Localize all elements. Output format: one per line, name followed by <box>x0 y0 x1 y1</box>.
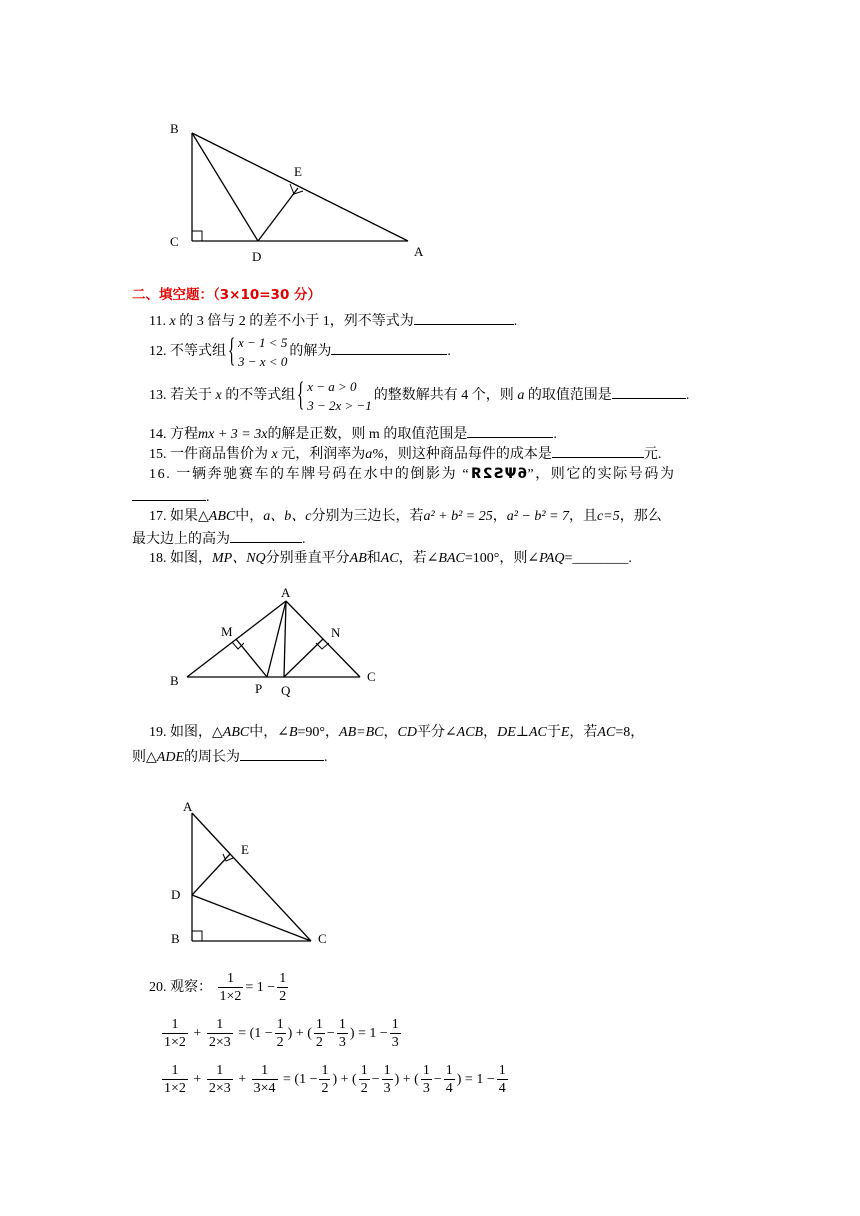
fig3-label-b: B <box>171 931 180 946</box>
q20-l3-close2: ) + ( <box>394 1072 419 1087</box>
fr-den: 2 <box>315 1035 323 1051</box>
fr-num: 1 <box>216 1017 224 1033</box>
q20-l1-half-den: 2 <box>279 989 287 1005</box>
q20-l2-f1 <box>162 1016 188 1051</box>
question-16-line2 <box>132 486 210 507</box>
q17-mid1: 中， <box>235 509 264 524</box>
q13-pre2: 的不等式组 <box>225 388 296 403</box>
q19-mid5: ，若 <box>569 725 598 740</box>
q20-l2-f2 <box>207 1016 233 1051</box>
q19-ac: AC <box>528 725 547 740</box>
fr-den: 2 <box>360 1081 368 1097</box>
q12-pre: 不等式组 <box>170 344 226 359</box>
fig1-label-e: E <box>294 164 302 179</box>
q17-abc: ABC <box>208 509 236 524</box>
fig2-label-p: P <box>255 681 263 696</box>
q19-ade: ADE <box>156 750 184 765</box>
q20-l1-rhs: = 1 − <box>245 980 276 995</box>
fr-num: 1 <box>360 1063 368 1079</box>
question-11 <box>149 310 517 331</box>
q12-answer-blank[interactable] <box>331 340 447 355</box>
q17-line2: 最大边上的高为 <box>132 532 230 547</box>
q20-l2-f3 <box>275 1016 286 1051</box>
question-20-line1 <box>149 966 290 1010</box>
q13-var-x: x <box>215 388 222 403</box>
q16-text: 一辆奔驰赛车的车牌号码在水中的倒影为 “ <box>176 467 471 482</box>
q17-mid4: ，那么 <box>619 509 662 524</box>
q14-end: . <box>553 427 557 442</box>
question-14 <box>149 423 557 444</box>
fr-num: 1 <box>383 1063 391 1079</box>
q17-mid2: 分别为三边长，若 <box>311 509 424 524</box>
q19-ab-bc: AB=BC <box>339 725 384 740</box>
plus-sign: + <box>193 1072 202 1087</box>
q19-end: . <box>324 750 328 765</box>
q20-l1-num: 1 <box>226 971 234 987</box>
q20-l3-f1 <box>162 1062 188 1097</box>
question-20-line3 <box>160 1058 510 1102</box>
fig3-label-c: C <box>318 931 327 946</box>
q13-inequality-system: { x − a > 0 3 − 2x > −1 <box>297 375 372 413</box>
q17-eq2: a² − b² = 7 <box>506 509 570 524</box>
question-16 <box>149 465 676 484</box>
fr-num: 1 <box>261 1063 269 1079</box>
q20-label: 观察： <box>170 980 212 995</box>
q20-l3-f3 <box>252 1062 278 1097</box>
question-18 <box>149 550 632 568</box>
q11-end: . <box>513 314 518 329</box>
q16-end: . <box>206 490 210 505</box>
q14-pre: 方程 <box>170 427 198 442</box>
q11-text: 的 3 倍与 2 的差不小于 1，列不等式为 <box>179 314 414 329</box>
q19-val2: =8， <box>615 725 645 740</box>
q16-answer-blank[interactable] <box>132 486 206 501</box>
fr-den: 3×4 <box>253 1081 276 1097</box>
q20-l3-f7 <box>421 1062 432 1097</box>
q15-end: 元. <box>643 447 662 462</box>
q13-post1: 的整数解共有 4 个，则 <box>373 388 514 403</box>
q20-l1-den: 1×2 <box>219 989 242 1005</box>
q18-val: =100° <box>464 551 500 566</box>
q19-mid1: 中，∠ <box>249 725 289 740</box>
q12-row1: x − 1 < 5 <box>238 334 288 350</box>
q11-number: 11. <box>149 314 166 329</box>
q20-l3-f2 <box>207 1062 233 1097</box>
fr-num: 1 <box>391 1017 399 1033</box>
q12-end: . <box>447 344 451 359</box>
q20-l3-close1: ) + ( <box>332 1072 357 1087</box>
q13-row1: x − a > 0 <box>307 378 357 394</box>
fig1-label-a: A <box>414 244 424 259</box>
question-19-line2 <box>132 746 328 767</box>
fig2-label-q: Q <box>281 683 291 698</box>
fr-num: 1 <box>422 1063 430 1079</box>
q20-l3-eq: = (1 − <box>283 1072 318 1087</box>
q14-answer-blank[interactable] <box>467 423 553 438</box>
q18-pre: 如图， <box>170 551 212 566</box>
q14-number: 14. <box>149 427 167 442</box>
q19-sep: ， <box>383 725 398 740</box>
q19-answer-blank[interactable] <box>240 746 324 761</box>
q11-var-x: x <box>169 314 176 329</box>
q20-l3-f9 <box>497 1062 508 1097</box>
fr-den: 3 <box>391 1035 399 1051</box>
fr-den: 1×2 <box>164 1035 186 1051</box>
q19-line2-post: 的周长为 <box>184 750 240 765</box>
q13-number: 13. <box>149 388 167 403</box>
q18-ab: AB <box>349 551 367 566</box>
q13-var-a: a <box>517 388 525 403</box>
question-13 <box>149 376 689 416</box>
q20-l1-half <box>277 970 288 1005</box>
q20-l3-f6 <box>382 1062 393 1097</box>
fig3-label-d: D <box>171 887 181 902</box>
q20-l2-f4 <box>314 1016 325 1051</box>
q20-l3-f5 <box>359 1062 370 1097</box>
q12-number: 12. <box>149 344 167 359</box>
question-17-line2 <box>132 528 306 549</box>
fig2-label-a: A <box>281 585 291 600</box>
fr-den: 2 <box>321 1081 329 1097</box>
fr-den: 3 <box>383 1081 391 1097</box>
q17-mid3: ，且 <box>569 509 598 524</box>
figure-triangle-bca <box>160 115 440 275</box>
q15-mid2: ，则这种商品每件的成本是 <box>383 447 552 462</box>
q17-end: . <box>302 532 306 547</box>
fr-num: 1 <box>445 1063 453 1079</box>
fr-den: 3 <box>422 1081 430 1097</box>
q12-post: 的解为 <box>289 344 332 359</box>
fig1-label-b: B <box>170 121 179 136</box>
q15-pre: 一件商品售价为 <box>170 447 268 462</box>
q20-l2-eq: = (1 − <box>238 1026 273 1041</box>
q19-de: DE <box>497 725 516 740</box>
q17-sep: ， <box>492 509 507 524</box>
q16-plate-reflection: 6ΨS2Я <box>470 466 528 482</box>
fr-den: 2×3 <box>208 1081 231 1097</box>
q20-l2-close2: ) = 1 − <box>349 1026 388 1041</box>
fr-num: 1 <box>338 1017 346 1033</box>
question-17 <box>149 508 662 526</box>
q19-sep2: ， <box>483 725 498 740</box>
fig3-label-e: E <box>241 842 249 857</box>
minus-sign: − <box>433 1072 442 1087</box>
q17-vars: a、b、c <box>263 509 312 524</box>
q12-row2: 3 − x < 0 <box>238 353 288 369</box>
q19-perp: ⊥ <box>515 725 529 740</box>
fig3-label-a: A <box>183 799 193 814</box>
figure-triangle-abc-bisectors <box>160 585 400 705</box>
section-heading: 二、填空题：（3×10=30 分） <box>132 287 322 303</box>
question-20-line2 <box>160 1012 403 1056</box>
q19-ac8: AC <box>597 725 616 740</box>
fr-num: 1 <box>171 1063 179 1079</box>
q20-l3-close3: ) = 1 − <box>456 1072 495 1087</box>
q16-number: 16. <box>149 467 172 482</box>
q14-post: 的解是正数，则 m 的取值范围是 <box>267 427 468 442</box>
q18-ac: AC <box>380 551 399 566</box>
fig2-label-m: M <box>221 624 233 639</box>
q18-number: 18. <box>149 551 167 566</box>
minus-sign: − <box>326 1026 335 1041</box>
q15-var-a: a% <box>365 447 384 462</box>
q20-l2-f6 <box>390 1016 401 1051</box>
q19-number: 19. <box>149 725 167 740</box>
fr-num: 1 <box>315 1017 323 1033</box>
q19-line2-pre: 则△ <box>132 750 157 765</box>
fig2-label-n: N <box>331 625 341 640</box>
fr-num: 1 <box>276 1017 284 1033</box>
plus-sign: + <box>238 1072 247 1087</box>
fig2-label-c: C <box>367 669 376 684</box>
q13-row2: 3 − 2x > −1 <box>307 397 372 413</box>
q20-l3-f4 <box>319 1062 330 1097</box>
q18-and: 和 <box>366 551 381 566</box>
q19-val1: =90° <box>297 725 326 740</box>
q20-l1-frac <box>218 970 244 1005</box>
question-15 <box>149 443 661 464</box>
figure-right-triangle-abc <box>160 795 350 955</box>
question-19 <box>149 724 644 742</box>
fr-den: 4 <box>445 1081 453 1097</box>
q18-bac: BAC <box>438 551 465 566</box>
fig1-label-c: C <box>170 234 179 249</box>
q19-cd: CD <box>397 725 417 740</box>
q20-l2-f5 <box>337 1016 348 1051</box>
fr-den: 4 <box>498 1081 506 1097</box>
fig1-label-d: D <box>252 249 262 264</box>
q14-equation: mx + 3 = 3x <box>198 427 268 442</box>
q17-pre: 如果△ <box>170 509 209 524</box>
plus-sign: + <box>193 1026 202 1041</box>
fr-num: 1 <box>498 1063 506 1079</box>
q13-post2: 的取值范围是 <box>527 388 612 403</box>
q18-mid1: 分别垂直平分 <box>265 551 350 566</box>
q17-eq1: a² + b² = 25 <box>423 509 493 524</box>
q17-number: 17. <box>149 509 167 524</box>
q20-l2-close1: ) + ( <box>287 1026 312 1041</box>
q20-l3-f8 <box>444 1062 455 1097</box>
q15-mid1: 元，利润率为 <box>281 447 366 462</box>
q13-answer-blank[interactable] <box>612 384 686 399</box>
q15-answer-blank[interactable] <box>552 443 644 458</box>
q20-l1-half-num: 1 <box>279 971 287 987</box>
q13-pre1: 若关于 <box>170 388 212 403</box>
q18-paq: PAQ <box>539 551 565 566</box>
q18-mp-nq: MP、NQ <box>212 551 266 566</box>
fr-num: 1 <box>321 1063 329 1079</box>
q18-mid2: ，若∠ <box>398 551 439 566</box>
q11-answer-blank[interactable] <box>414 310 514 325</box>
minus-sign: − <box>371 1072 380 1087</box>
q16-text2: ”，则它的实际号码为 <box>527 467 676 482</box>
fr-num: 1 <box>216 1063 224 1079</box>
q19-pre: 如图，△ <box>170 725 223 740</box>
q19-mid2: ， <box>325 725 340 740</box>
q17-answer-blank[interactable] <box>230 528 302 543</box>
q20-number: 20. <box>149 980 167 995</box>
q12-inequality-system: { x − 1 < 5 3 − x < 0 <box>228 331 288 369</box>
fr-den: 2×3 <box>208 1035 231 1051</box>
q13-end: . <box>685 388 690 403</box>
fr-den: 3 <box>338 1035 346 1051</box>
q19-mid4: 于 <box>546 725 561 740</box>
q19-e: E <box>560 725 570 740</box>
q18-mid3: ，则∠ <box>499 551 540 566</box>
fr-den: 1×2 <box>164 1081 186 1097</box>
fr-num: 1 <box>171 1017 179 1033</box>
q15-var-x: x <box>271 447 278 462</box>
q19-mid3: 平分∠ <box>416 725 457 740</box>
fr-den: 2 <box>276 1035 284 1051</box>
q15-number: 15. <box>149 447 167 462</box>
question-12 <box>149 332 451 372</box>
q19-b: B <box>288 725 298 740</box>
q18-end: =________. <box>564 551 632 566</box>
q17-eq3: c=5 <box>597 509 620 524</box>
q19-abc: ABC <box>222 725 250 740</box>
q19-acb: ACB <box>456 725 484 740</box>
fig2-label-b: B <box>170 673 179 688</box>
